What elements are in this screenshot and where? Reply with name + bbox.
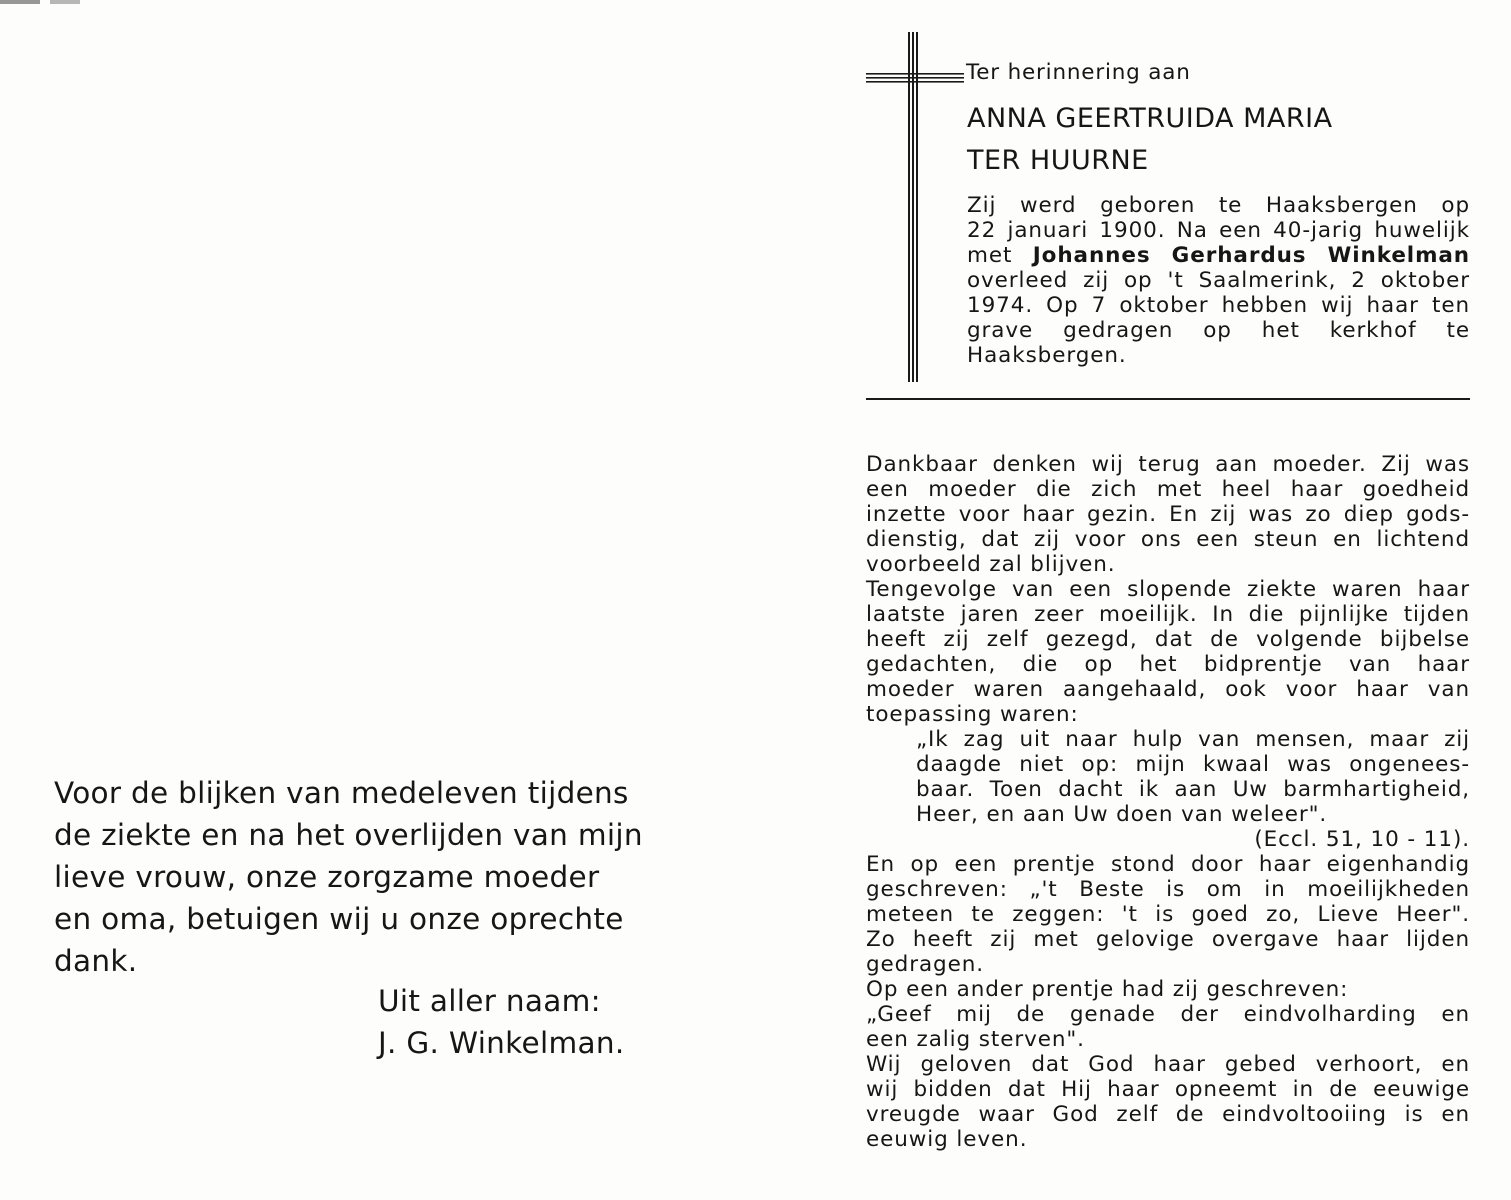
section-divider — [866, 398, 1470, 400]
text-line: inzette voor haar gezin. En zij was zo diep gods- — [866, 502, 1470, 527]
deceased-name — [967, 98, 1333, 182]
thanks-line: de ziekte en na het overlijden van mijn — [54, 818, 643, 852]
bio-text: met — [967, 243, 1013, 268]
name-line: TER HUURNE — [967, 145, 1149, 176]
bio-line: Zij werd geboren te Haaksbergen op — [967, 193, 1470, 218]
text-line: een zalig sterven". — [866, 1027, 1085, 1052]
thanks-line: lieve vrouw, onze zorgzame moeder — [54, 860, 600, 894]
text-line: voorbeeld zal blijven. — [866, 552, 1116, 577]
text-line: meteen te zeggen: 't is goed zo, Lieve Heer". — [866, 902, 1470, 927]
text-line: gedachten, die op het bidprentje van haar — [866, 652, 1470, 677]
biography — [967, 193, 1470, 368]
text-line: Zo heeft zij met gelovige overgave haar lijden — [866, 927, 1470, 952]
text-line: Op een ander prentje had zij geschreven: — [866, 977, 1349, 1002]
text-line: laatste jaren zeer moeilijk. In die pijnlijke tijden — [866, 602, 1470, 627]
text-line: heeft zij zelf gezegd, dat de volgende bijbelse — [866, 627, 1470, 652]
bio-line: 1974. Op 7 oktober hebben wij haar ten — [967, 293, 1470, 318]
quote-line: daagde niet op: mijn kwaal was ongenees- — [916, 752, 1470, 777]
bio-line: 22 januari 1900. Na een 40-jarig huwelijk — [967, 218, 1470, 243]
memorial-text — [866, 452, 1470, 1152]
quote-line: baar. Toen dacht ik aan Uw barmhartigheid, — [916, 777, 1470, 802]
text-line: „Geef mij de genade der eindvolharding en — [866, 1002, 1470, 1027]
text-line: wij bidden dat Hij haar opneemt in de eeuwige — [866, 1077, 1470, 1102]
text-line: toepassing waren: — [866, 702, 1079, 727]
thanks-line: Voor de blijken van medeleven tijdens — [54, 776, 629, 810]
bio-line: overleed zij op 't Saalmerink, 2 oktober — [967, 268, 1470, 293]
thanks-line: dank. — [54, 944, 138, 978]
bio-line: Haaksbergen. — [967, 343, 1127, 368]
thank-you-note — [54, 772, 654, 982]
text-line: een moeder die zich met heel haar goedheid — [866, 477, 1470, 502]
text-line: eeuwig leven. — [866, 1127, 1028, 1152]
text-line: moeder waren aangehaald, ook voor haar van — [866, 677, 1470, 702]
text-line: Wij geloven dat God haar gebed verhoort, en — [866, 1052, 1470, 1077]
text-line: geschreven: „'t Beste is om in moeilijkheden — [866, 877, 1470, 902]
thanks-line: en oma, betuigen wij u onze oprechte — [54, 902, 624, 936]
scan-edge-mark — [0, 0, 120, 4]
text-line: gedragen. — [866, 952, 984, 977]
memorial-cross-icon — [864, 32, 974, 382]
signoff-text: Uit aller naam: — [378, 984, 601, 1018]
quote-line: Heer, en aan Uw doen van weleer". — [916, 802, 1328, 827]
text-line: Tengevolge van een slopende ziekte waren haar — [866, 577, 1470, 602]
text-line: Dankbaar denken wij terug aan moeder. Zij was — [866, 452, 1470, 477]
text-line: dienstig, dat zij voor ons een steun en lichtend — [866, 527, 1470, 552]
text-line: En op een prentje stond door haar eigenhandig — [866, 852, 1470, 877]
bio-line: grave gedragen op het kerkhof te — [967, 318, 1470, 343]
signoff-block — [378, 980, 625, 1064]
text-line: vreugde waar God zelf de eindvoltooiing is en — [866, 1102, 1470, 1127]
signature: J. G. Winkelman. — [378, 1026, 625, 1060]
quote-line: „Ik zag uit naar hulp van mensen, maar zij — [916, 727, 1470, 752]
name-line: ANNA GEERTRUIDA MARIA — [967, 103, 1333, 134]
spouse-name: Johannes Gerhardus Winkelman — [1032, 243, 1470, 268]
intro-heading: Ter herinnering aan — [966, 60, 1191, 85]
bio-line — [967, 243, 1470, 268]
scripture-reference: (Eccl. 51, 10 - 11). — [1254, 827, 1470, 852]
